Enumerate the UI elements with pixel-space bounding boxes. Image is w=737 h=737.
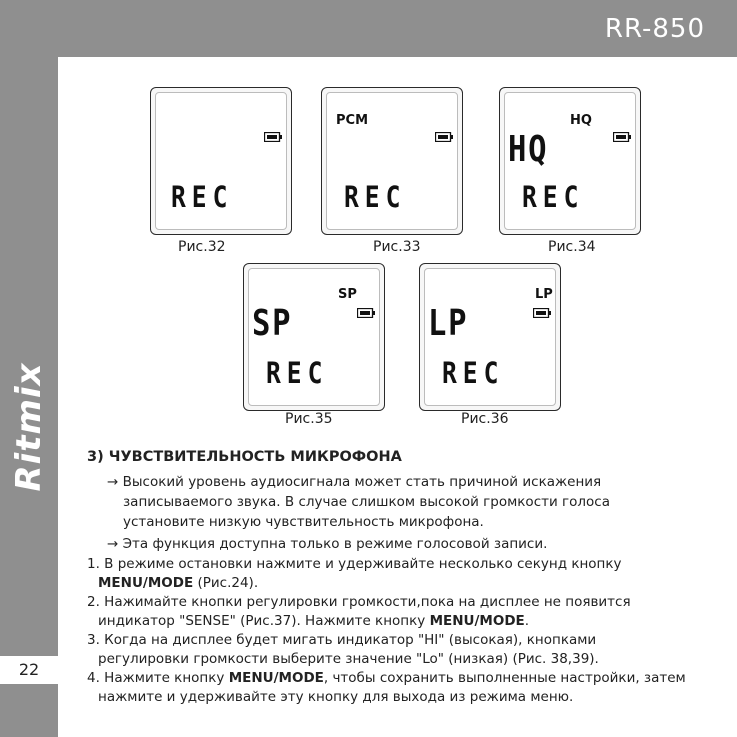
mode-label: PCM (336, 113, 369, 128)
mode-display: LP (428, 303, 469, 344)
model-name: RR-850 (604, 14, 705, 44)
rec-indicator: REC (344, 180, 407, 214)
figure-caption: Рис.33 (373, 239, 421, 255)
step3-line2: регулировки громкости выберите значение "Lo" (низкая) (Рис. 38,39). (98, 651, 599, 667)
mode-label: LP (535, 287, 553, 302)
brand-logo: Ritmix (9, 362, 49, 492)
step4-line2: нажмите и удерживайте эту кнопку для выхода из режима меню. (98, 689, 574, 705)
mode-label: SP (338, 287, 357, 302)
sidebar (0, 57, 58, 737)
battery-icon (264, 132, 282, 142)
figure-35 (243, 263, 385, 435)
rec-indicator: REC (266, 356, 329, 390)
lcd-display (419, 263, 561, 411)
figure-36 (419, 263, 561, 435)
note1-line1: → Высокий уровень аудиосигнала может стать причиной искажения (107, 474, 602, 490)
step3-line1: 3. Когда на дисплее будет мигать индикатор "HI" (высокая), кнопками (87, 632, 597, 648)
mode-label: HQ (570, 113, 592, 128)
figure-caption: Рис.35 (285, 411, 333, 427)
lcd-display (150, 87, 292, 235)
battery-icon (435, 132, 453, 142)
figure-32 (150, 87, 292, 259)
step2-line1: 2. Нажимайте кнопки регулировки громкости,пока на дисплее не появится (87, 594, 631, 610)
rec-indicator: REC (442, 356, 505, 390)
battery-icon (533, 308, 551, 318)
menu-mode-button-label: MENU/MODE (98, 575, 194, 591)
lcd-display (321, 87, 463, 235)
page-header (0, 0, 737, 57)
rec-indicator: REC (522, 180, 585, 214)
rec-indicator: REC (171, 180, 234, 214)
note2: → Эта функция доступна только в режиме голосовой записи. (107, 536, 548, 552)
lcd-display (243, 263, 385, 411)
figure-34 (499, 87, 641, 259)
battery-icon (613, 132, 631, 142)
battery-icon (357, 308, 375, 318)
figure-caption: Рис.36 (461, 411, 509, 427)
note1-line3: установите низкую чувствительность микрофона. (123, 514, 484, 530)
lcd-display (499, 87, 641, 235)
figure-caption: Рис.32 (178, 239, 226, 255)
mode-display: SP (252, 303, 293, 344)
step2-line2: индикатор "SENSE" (Рис.37). Нажмите кнопку MENU/MODE. (98, 613, 530, 629)
page-number: 22 (0, 656, 58, 684)
figure-caption: Рис.34 (548, 239, 596, 255)
note1-line2: записываемого звука. В случае слишком высокой громкости голоса (123, 494, 610, 510)
mode-display: HQ (508, 129, 549, 170)
menu-mode-button-label: MENU/MODE (429, 613, 525, 629)
step1-line2: MENU/MODE (Рис.24). (98, 575, 259, 591)
section-title: 3) ЧУВСТВИТЕЛЬНОСТЬ МИКРОФОНА (87, 449, 402, 465)
step1-line1: 1. В режиме остановки нажмите и удерживайте несколько секунд кнопку (87, 556, 622, 572)
figure-33 (321, 87, 463, 259)
step4-line1: 4. Нажмите кнопку MENU/MODE, чтобы сохранить выполненные настройки, затем (87, 670, 686, 686)
menu-mode-button-label: MENU/MODE (228, 670, 324, 686)
